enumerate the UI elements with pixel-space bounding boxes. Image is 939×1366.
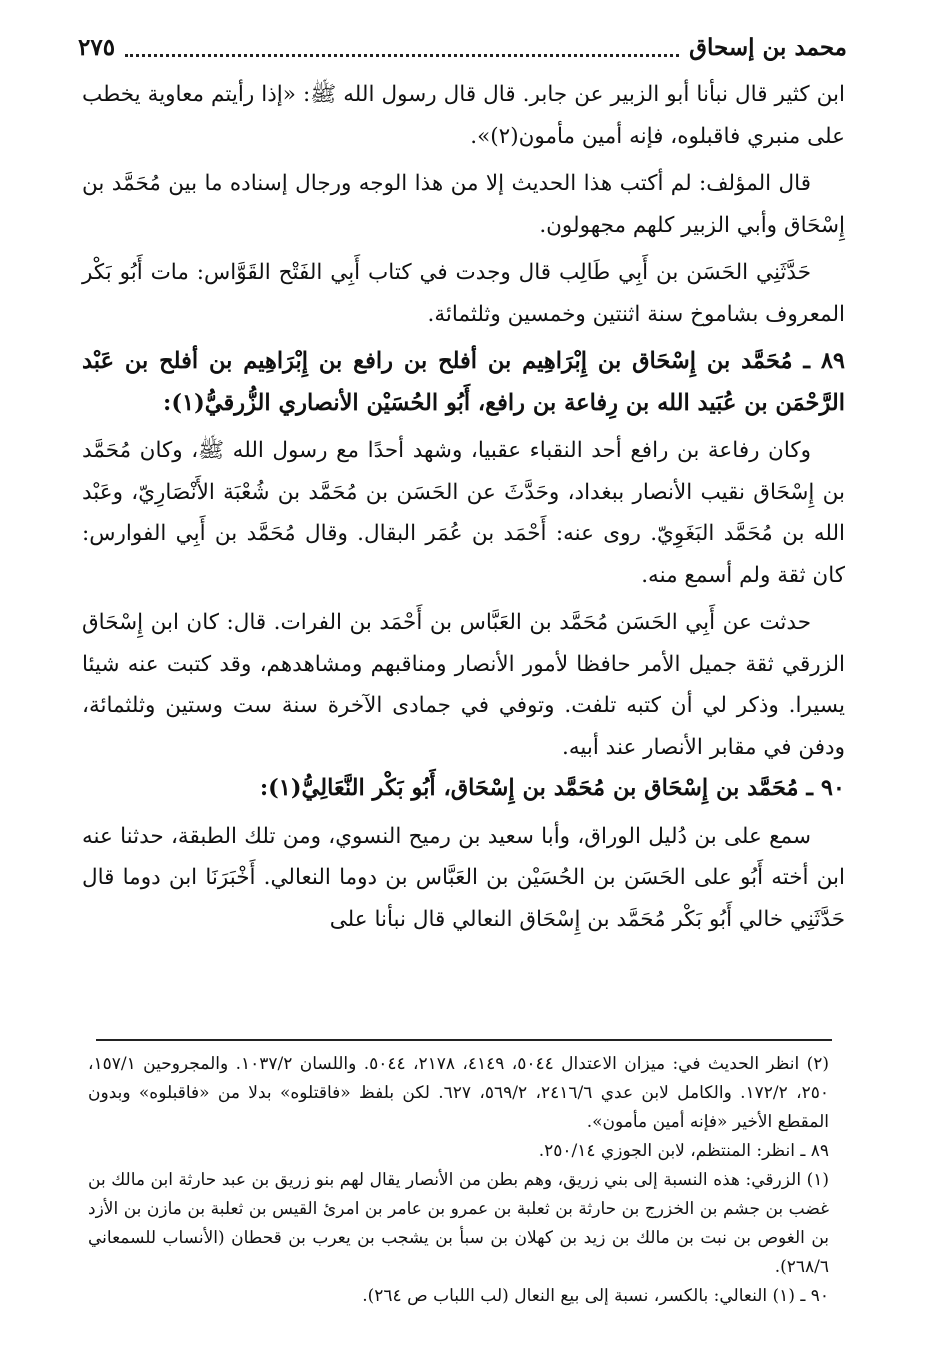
footnotes [88, 1050, 829, 1311]
paragraph-entry-89-report: حدثت عن أَبِي الحَسَن مُحَمَّد بن العَبَّاس بن أَحْمَد بن الفرات. قال: كان ابن إِسْحَاق الزرقي ثقة جميل الأمر حافظا لأمور الأنصار ومناقبهم ومشاهدهم، وقد كتبت عنه شيئا يسيرا. وذكر لي أن كتبه تلفت. وتوفي في جمادى الآخرة سنة ست وستين وثلثمائة، ودفن في مقابر الأنصار عند أبيه. [82, 610, 845, 760]
header-dotted-leader [125, 54, 679, 57]
running-header [78, 22, 847, 72]
paragraph-author-note: قال المؤلف: لم أكتب هذا الحديث إلا من هذا الوجه ورجال إسناده ما بين مُحَمَّد بن إِسْحَاق وأبي الزبير كلهم مجهولون. [82, 171, 845, 238]
paragraph-entry-89-bio: وكان رفاعة بن رافع أحد النقباء عقبيا، وشهد أحدًا مع رسول الله ﷺ، وكان مُحَمَّد بن إِسْحَاق نقيب الأنصار ببغداد، وحَدَّثَ عن الحَسَن بن مُحَمَّد بن شُعْبَة الأَنْصَارِيّ، وعَبْد الله بن مُحَمَّد البَغَوِيّ. روى عنه: أَحْمَد بن عُمَر البقال. وقال مُحَمَّد بن أَبِي الفوارس: كان ثقة ولم أسمع منه. [82, 438, 845, 588]
header-title: محمد بن إسحاق [689, 33, 847, 61]
footnote-90-niali: ٩٠ ـ (١) النعالي: بالكسر، نسبة إلى بيع النعال (لب اللباب ص ٢٦٤). [362, 1286, 829, 1306]
entry-heading-90: ٩٠ ـ مُحَمَّد بن إِسْحَاق بن مُحَمَّد بن إِسْحَاق، أَبُو بَكْر النَّعَالِيُّ(١): [259, 775, 845, 801]
paragraph-entry-90-bio: سمع على بن دُليل الوراق، وأبا سعيد بن رميح النسوي، ومن تلك الطبقة، حدثنا عنه ابن أخته أَبُو على الحَسَن بن الحُسَيْن بن العَبَّاس بن دوما النعالي. أَخْبَرَنَا ابن دوما قال حَدَّثَنِي خالي أَبُو بَكْر مُحَمَّد بن إِسْحَاق النعالي قال نبأنا على [82, 823, 845, 932]
footnote-hadith-sources: (٢) انظر الحديث في: ميزان الاعتدال ٥٠٤٤، ٤١٤٩، ٢١٧٨، ٥٠٤٤. واللسان ١٠٣٧/٢. والمجروحين ١٥٧/١، ٢٥٠، ١٧٢/٢. والكامل لابن عدي ٢٤١٦/٦، ٥٦٩/٢، ٦٢٧. لكن بلفظ «فاقتلوه» بدلا من «فاقبلوه» وبدون المقطع الأخير «فإنه أمين مأمون». [88, 1054, 830, 1132]
entry-heading-89: ٨٩ ـ مُحَمَّد بن إِسْحَاق بن إِبْرَاهِيم بن أفلح بن رافع بن إِبْرَاهِيم بن أفلح بن عَبْد الرَّحْمَن بن عُبَيد الله بن رِفاعة بن رافع، أَبُو الحُسَيْن الأنصاري الزُّرقيُّ(١): [82, 348, 845, 416]
main-text [82, 74, 845, 940]
paragraph-hadith: ابن كثير قال نبأنا أبو الزبير عن جابر. قال قال رسول الله ﷺ: «إذا رأيتم معاوية يخطب على منبري فاقبلوه، فإنه أمين مأمون(٢)». [82, 82, 845, 149]
footnote-separator [96, 1039, 832, 1041]
paragraph-death-note: حَدَّثَنِي الحَسَن بن أَبِي طَالِب قال وجدت في كتاب أَبِي الفَتْح القَوَّاس: مات أَبُو بَكْر المعروف بشاموخ سنة اثنتين وخمسين وثلثمائة. [82, 260, 845, 327]
page-number: ٢٧٥ [78, 33, 116, 61]
footnote-89-source: ٨٩ ـ انظر: المنتظم، لابن الجوزي ٢٥٠/١٤. [538, 1141, 829, 1161]
footnote-zurqi: (١) الزرقي: هذه النسبة إلى بني زريق، وهم بطن من الأنصار يقال لهم بنو زريق بن عبد حارثة ابن مالك بن غضب بن جشم بن الخزرج بن حارثة بن ثعلبة بن عمرو بن عامر بن امرئ القيس بن ثعلبة بن مازن بن الأزد بن الغوص بن نبت بن مالك بن زيد بن كهلان بن سبأ بن يشجب بن يعرب بن قحطان (الأنساب للسمعاني ٢٦٨/٦). [88, 1170, 829, 1277]
